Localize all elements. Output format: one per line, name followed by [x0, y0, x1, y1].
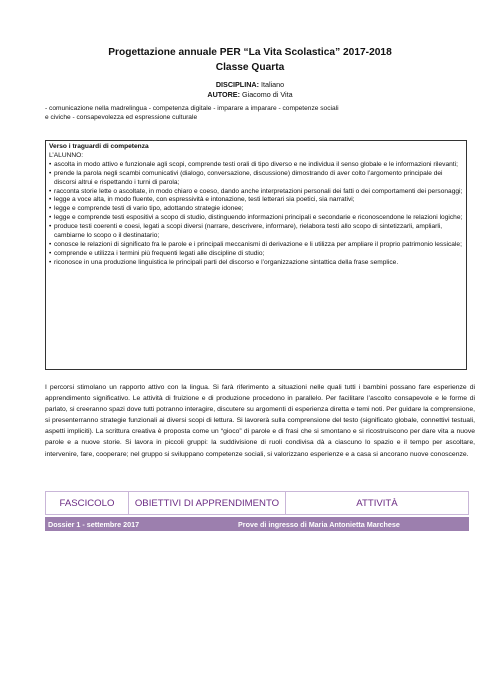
goal-item: • comprende e utilizza i termini più frequenti legati alle discipline di studio; — [49, 250, 463, 259]
document-title: Progettazione annuale PER “La Vita Scolastica” 2017-2018 — [108, 47, 392, 58]
goals-intro: L’ALUNNO: — [49, 151, 84, 159]
table-header — [45, 491, 469, 515]
author-line — [0, 90, 500, 99]
goal-item: • racconta storie lette o ascoltate, in modo chiaro e coeso, dando anche interpretazioni personali dei fatti o dei comportamenti dei personaggi; — [49, 188, 463, 197]
goal-item: • produce testi coerenti e coesi, legati a scopi diversi (narrare, descrivere, informare), rielabora testi allo scopo di sintetizzarli, ampliarli, cambiarne lo scopo o il destinatario; — [49, 223, 463, 241]
goal-item: • conosce le relazioni di significato fra le parole e i principali meccanismi di derivazione e li utilizza per ampliare il proprio patrimonio lessicale; — [49, 241, 463, 250]
author-value: Giacomo di Vita — [242, 90, 293, 99]
discipline-line — [0, 80, 500, 89]
class-title: Classe Quarta — [215, 62, 285, 73]
goal-item: • riconosce in una produzione linguistica le principali parti del discorso e l’organizzazione sintattica della frase semplice. — [49, 259, 463, 268]
goal-item: • prende la parola negli scambi comunicativi (dialogo, conversazione, discussione) dimostrando di aver colto l’argomento principale dei discorsi altrui e rispettando i turni di parola; — [49, 170, 463, 188]
competences-line-1: - comunicazione nella madrelingua - competenza digitale - imparare a imparare - competenze sociali — [45, 105, 339, 112]
planning-table — [45, 491, 469, 531]
competences-line-2: e civiche - consapevolezza ed espressione culturale — [45, 114, 198, 121]
goal-item: • legge a voce alta, in modo fluente, con espressività e intonazione, testi letterari sia poetici, sia narrativi; — [49, 196, 463, 205]
goal-item: • ascolta in modo attivo e funzionale agli scopi, comprende testi orali di tipo diverso e ne individua il senso globale e le informazioni rilevanti; — [49, 161, 463, 170]
header-attivita: ATTIVITÀ — [285, 492, 468, 514]
table-row — [45, 517, 469, 531]
dossier-label: Dossier 1 - settembre 2017 — [48, 519, 140, 529]
discipline-label: DISCIPLINA: — [215, 80, 259, 89]
author-label: AUTORE: — [207, 90, 240, 99]
header-obiettivi: OBIETTIVI DI APPRENDIMENTO — [128, 492, 285, 514]
discipline-value: Italiano — [260, 80, 285, 89]
goals-box — [45, 140, 467, 370]
goals-heading: Verso i traguardi di competenza — [49, 143, 149, 150]
goal-item: • legge e comprende testi espositivi a scopo di studio, distinguendo informazioni principali e secondarie e riconoscendone le relazioni logiche; — [49, 214, 463, 223]
header-fascicolo: FASCICOLO — [59, 497, 115, 509]
goals-list — [49, 161, 463, 268]
body-paragraph: I percorsi stimolano un rapporto attivo con la lingua. Si farà riferimento a situazioni nelle quali tutti i bambini possano fare esperienze di apprendimento significativo. Le attività di fruizione e di produzione procedono in parallelo. Per facilitare l’ascolto consapevole e le forme di parlato, si creeranno spazi dove tutti potranno interagire, discutere su argomenti di esperienza diretta e temi noti. Per guidare la comprensione, si presenterranno strategie funzionali ai diversi scopi di lettura. Si lavorerà sulla comprensione del testo (significato globale, connettivi testuali, aspetti impliciti). La scrittura creativa è proposta come un “gioco” di parole e di frasi che si smontano e si ricostruiscono per dare vita a nuove parole e a nuove storie. Si lavora in piccoli gruppi: la suddivisione di ruoli condivisa dà a ciascuno lo spazio e il tempo per ascoltare, intervenire, fare, cooperare; nel gruppo si sviluppano competenze sociali, si valorizzano esperienze e a casa si ancorano nuove conoscenze. — [45, 384, 475, 458]
dossier-title: Prove di ingresso di Maria Antonietta Marchese — [238, 519, 400, 529]
goal-item: • legge e comprende testi di vario tipo, adottando strategie idonee; — [49, 205, 463, 214]
